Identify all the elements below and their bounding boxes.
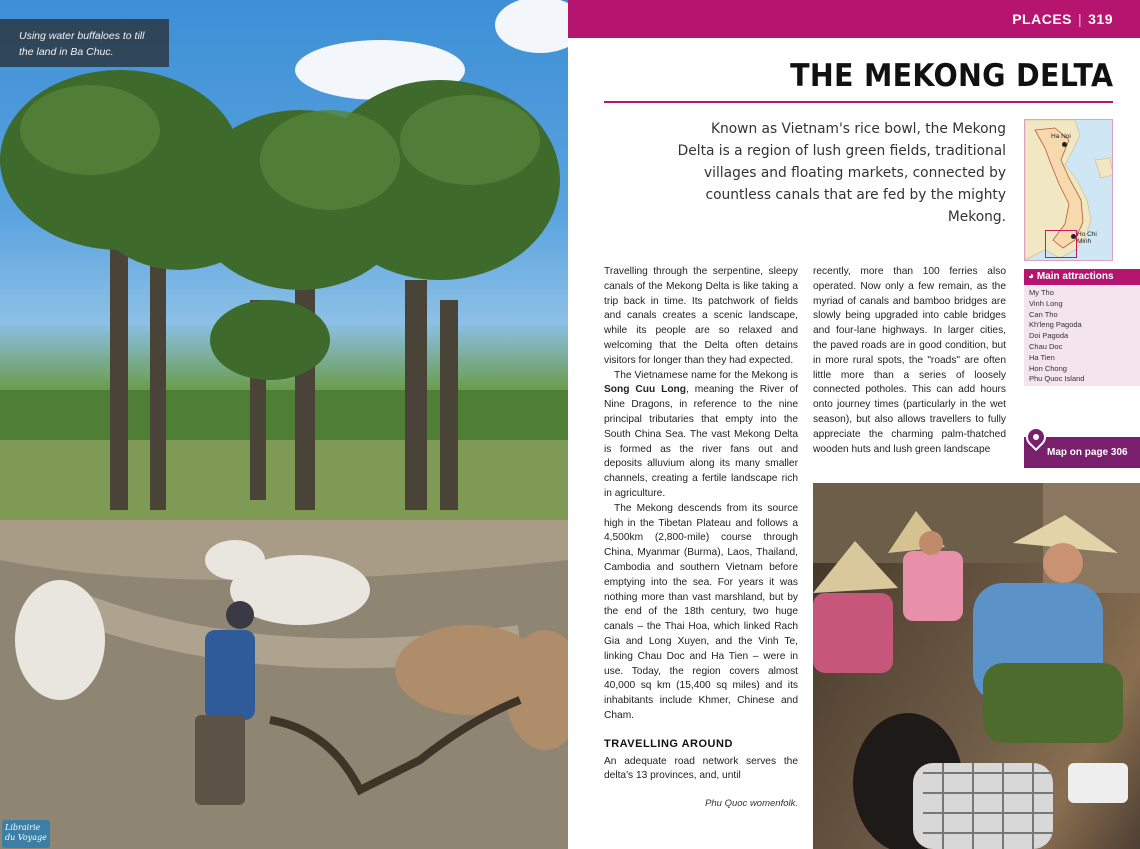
body-paragraph-2: The Vietnamese name for the Mekong is Song Cuu Long, meaning the River of Nine Dragons, in reference to the nine principal tributaries that empty into the South China Sea. The vast Mekong Delta is formed as the river fans out and deposits alluvium along its many smaller channels, creating a fertile landscape rich in agriculture. [604,369,798,499]
list-item: Chau Doc [1029,341,1063,351]
map-label-hanoi: Ha Noi [1051,133,1071,140]
list-item: My Tho [1029,288,1054,297]
attractions-list [1024,285,1140,385]
running-head: PLACES | 319 [1012,11,1113,27]
intro-paragraph: Known as Vietnam's rice bowl, the Mekong Delta is a region of lush green fields, traditional villages and floating markets, connected by countless canals that are fed by the mighty Mekong. [677,121,1006,225]
map-label-hcmc: Ho Chi Minh [1077,231,1097,245]
list-item: Phu Quoc Island [1029,374,1085,384]
women-market-photo [813,483,1140,849]
map-pin-icon [1022,423,1050,451]
list-item: Doi Pagoda [1029,331,1069,341]
mekong-region-highlight [1045,230,1077,258]
body-paragraph-3: The Mekong descends from its source high in the Tibetan Plateau and follows a 4,500km (2,800-mile) course through China, Myanmar (Burma), Laos, Thailand, Cambodia and southern Vietnam before emptying into the sea. For years it was nothing more than vast marshland, but by the end of the 18th century, two huge canals – the Thai Hoa, which linked Rach Gia and Long Xuyen, and the Vinh Te, linking Chau Doc and Ha Tien – were in use. Today, the region covers almost 40,000 sq km (15,400 sq miles) and its inhabitants include Khmer, Chinese and Cham. [604,502,798,721]
title-divider [604,101,1113,103]
subheading-travelling-around: TRAVELLING AROUND [604,737,733,750]
librairie-watermark-logo: Librairie du Voyage [2,820,50,848]
hanoi-dot-icon [1062,142,1067,147]
list-item: Ha Tien [1029,352,1055,362]
section-header-bar [568,0,1140,38]
body-paragraph-1: Travelling through the serpentine, sleepy canals of the Mekong Delta is like taking a trip back in time. Its patchwork of fields and canals creates a scenic landscape, while its people are so relaxed and welcoming that the Delta often detains visitors for longer than they had expected. [604,266,798,366]
map-reference-text: Map on page 306 [1047,447,1128,458]
vietnamese-name: Song Cuu Long [604,384,686,396]
map-reference [1024,437,1140,468]
list-item: Hon Chong [1029,363,1067,373]
body-paragraph-4: An adequate road network serves the delta's 13 provinces, and, until [604,755,798,782]
body-column-1 [604,265,798,784]
women-illustration [813,483,1140,849]
section-label: PLACES [1012,11,1072,27]
list-item: Kh'leng Pagoda [1029,320,1082,330]
list-item: Can Tho [1029,309,1058,319]
list-item: Vinh Long [1029,298,1063,308]
left-page-photo [0,0,568,849]
page-number: 319 [1088,11,1113,27]
attractions-icon: ◕ [1028,271,1035,282]
photo-caption-left: Using water buffaloes to till the land in Ba Chuc. [0,19,169,67]
main-attractions-box [1024,269,1140,386]
body-column-2 [813,265,1006,457]
body-paragraph-5: recently, more than 100 ferries also operated. Now only a few remain, as the myriad of canals and bamboo bridges are slowly being upgraded into cable bridges and four-lane highways. In larger cities, the paved roads are in good condition, but in more rural spots, the "roads" are often little more than a series of loosely connected potholes. This can add hours onto journey times (particularly in the wet season), but also allows travellers to fully appreciate the charming palm-thatched wooden huts and lush green landscape [813,266,1006,455]
buffalo-field-illustration [0,0,568,849]
attractions-heading: ◕ Main attractions [1024,269,1140,285]
photo-caption-right: Phu Quoc womenfolk. [705,798,798,809]
locator-map [1024,119,1113,261]
chapter-title: THE MEKONG DELTA [789,58,1113,94]
